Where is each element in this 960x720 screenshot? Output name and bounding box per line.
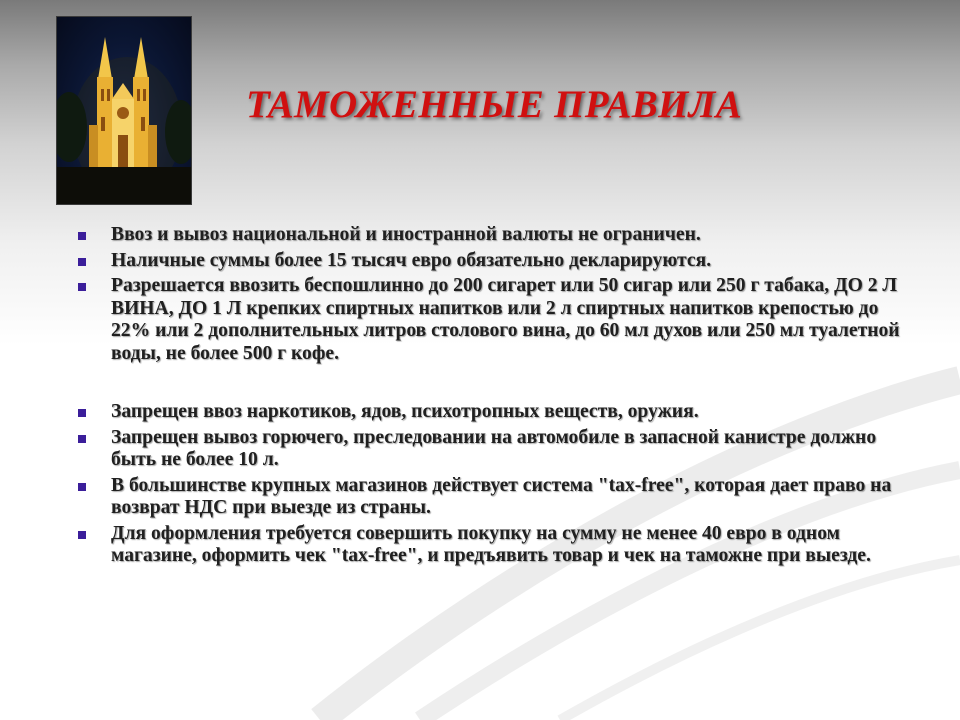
list-item <box>78 275 908 365</box>
list-item <box>78 475 908 520</box>
list-item-text: Запрещен вывоз горючего, преследовании на автомобиле в запасной канистре должно быть не более 10 л. <box>111 426 877 470</box>
list-item <box>78 427 908 472</box>
list-item-text: Разрешается ввозить беспошлинно до 200 сигарет или 50 сигар или 250 г табака, ДО 2 Л ВИНА, ДО 1 Л крепких спиртных напитков или 2 л спиртных напитков крепостью до 22% или 2 дополнительных литров столового вина, до 60 мл духов или 250 мл туалетной воды, не более 500 г кофе. <box>111 275 900 364</box>
list-item-text: Ввоз и вывоз национальной и иностранной валюты не ограничен. <box>111 224 701 245</box>
bullet-square-icon <box>78 483 86 491</box>
cathedral-photo <box>57 17 191 204</box>
list-item <box>78 523 908 568</box>
bullet-square-icon <box>78 435 86 443</box>
list-item-text: Для оформления требуется совершить покупку на сумму не менее 40 евро в одном магазине, оформить чек "tax-free", и предъявить товар и чек на таможне при выезде. <box>111 522 871 566</box>
bullet-list <box>78 224 908 571</box>
bullet-square-icon <box>78 409 86 417</box>
list-item <box>78 250 908 273</box>
bullet-square-icon <box>78 283 86 291</box>
list-item-text: Запрещен ввоз наркотиков, ядов, психотропных веществ, оружия. <box>111 401 699 422</box>
slide-title: ТАМОЖЕННЫЕ ПРАВИЛА <box>246 83 743 126</box>
bullet-square-icon <box>78 258 86 266</box>
bullet-square-icon <box>78 531 86 539</box>
list-item-text: Наличные суммы более 15 тысяч евро обязательно декларируются. <box>111 249 712 271</box>
list-item-text: В большинстве крупных магазинов действует система "tax-free", которая дает право на возврат НДС при выезде из страны. <box>111 474 892 518</box>
list-item <box>78 401 908 424</box>
bullet-square-icon <box>78 232 86 240</box>
list-item <box>78 224 908 247</box>
